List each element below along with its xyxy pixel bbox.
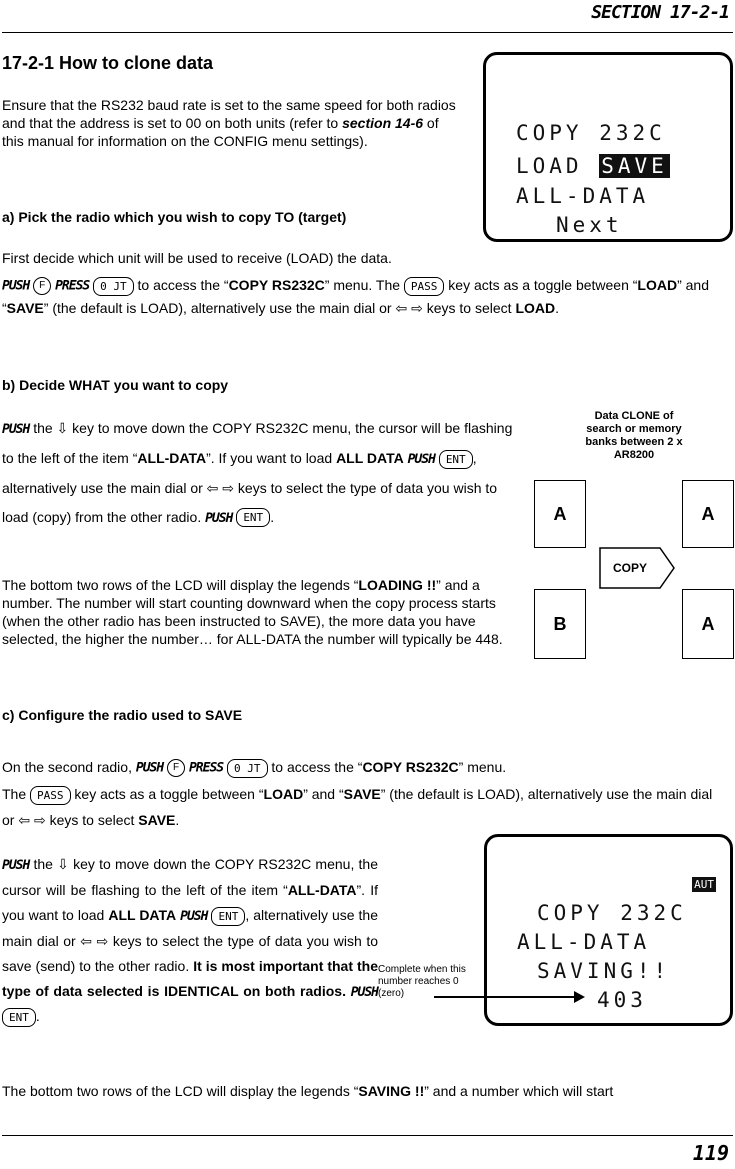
lcd2-line-3: SAVING!! — [537, 959, 671, 983]
diagram-caption: Data CLONE of search or memory banks between 2 x AR8200 — [585, 410, 683, 461]
pass-key: PASS — [30, 786, 71, 805]
press-key: PRESS — [55, 278, 90, 294]
push-key: PUSH — [205, 510, 233, 526]
f-key: F — [167, 759, 185, 777]
f-key: F — [33, 277, 51, 295]
ent-key: ENT — [211, 907, 245, 926]
lcd-line-3: ALL-DATA — [516, 184, 650, 208]
header-rule — [2, 32, 733, 33]
lcd-copy-screen — [483, 52, 733, 242]
lcd2-line-4: 403 — [597, 988, 647, 1012]
ent-key: ENT — [439, 450, 473, 469]
push-key: PUSH — [2, 857, 30, 873]
step-c-heading: c) Configure the radio used to SAVE — [2, 707, 243, 723]
lcd-line-1: COPY 232C — [516, 121, 666, 145]
page-title: 17-2-1 How to clone data — [2, 53, 214, 73]
step-a-heading: a) Pick the radio which you wish to copy TO (target) — [2, 209, 347, 225]
footer-rule — [2, 1135, 733, 1136]
clone-diagram — [534, 405, 734, 661]
push-key: PUSH — [2, 421, 30, 437]
intro-paragraph: Ensure that the RS232 baud rate is set to the same speed for both radios and that the address is set to 00 on both units (refer to section 14-6 of this manual for information on the CONFIG menu settings). — [2, 97, 456, 149]
radio-box-bottom-right: A — [682, 589, 734, 659]
radio-box-top-right: A — [682, 480, 734, 548]
section-link: section 14-6 — [342, 115, 424, 131]
press-key: PRESS — [188, 760, 224, 776]
out-key: 0 JT — [93, 277, 134, 296]
step-b-paragraph: PUSH the ⇩ key to move down the COPY RS232C menu, the cursor will be flashing to the left of the item “ALL-DATA”. If you want to load ALL DATA PUSH ENT , alternatively use the main dial or ⇦ ⇨ keys to select the type of data you wish to load (copy) from the other radio. PUSH ENT . — [2, 420, 513, 526]
lcd-line-4: Next — [556, 213, 623, 237]
push-key: PUSH — [135, 760, 164, 776]
step-b-heading: b) Decide WHAT you want to copy — [2, 377, 229, 393]
step-a-paragraph: PUSH F PRESS 0 JT to access the “COPY RS232C” menu. The PASS key acts as a toggle between “LOAD” and “SAVE” (the default is LOAD), alternatively use the main dial or ⇦ ⇨ keys to select LOAD. — [2, 277, 710, 317]
step-c-paragraph-2: PUSH the ⇩ key to move down the COPY RS232C menu, the cursor will be flashing to the left of the item “ALL-DATA”. If you want to load ALL DATA PUSH ENT , alternatively use the main dial or ⇦ ⇨ keys to select the type of data you wish to save (send) to the other radio. It is most important that the type of data selected is IDENTICAL on both radios. PUSH ENT . — [2, 852, 378, 1029]
radio-box-bottom-left: B — [534, 589, 586, 659]
step-a-line1: First decide which unit will be used to receive (LOAD) the data. — [2, 250, 392, 266]
step-c-paragraph: On the second radio, PUSH F PRESS 0 JT to access the “COPY RS232C” menu. The PASS key acts as a toggle between “LOAD” and “SAVE” (the default is LOAD), alternatively use the main dial or ⇦ ⇨ keys to select SAVE. — [2, 759, 713, 829]
lcd2-line-1: COPY 232C — [537, 901, 687, 925]
final-paragraph: The bottom two rows of the LCD will display the legends “SAVING !!” and a number which will start — [2, 1083, 614, 1099]
out-key: 0 JT — [227, 759, 268, 778]
pass-key: PASS — [404, 277, 445, 296]
lcd-save-highlight: SAVE — [601, 154, 668, 178]
push-key: PUSH — [407, 451, 435, 467]
ent-key: ENT — [2, 1008, 36, 1027]
push-key: PUSH — [180, 908, 208, 924]
step-b-paragraph-2: The bottom two rows of the LCD will display the legends “LOADING !!” and a number. The number will start counting downward when the copy process starts (when the other radio has been instructed to SAVE), the more data you have selected, the higher the number… for ALL-DATA the number will typically be 448. — [2, 577, 503, 647]
lcd2-line-2: ALL-DATA — [517, 930, 651, 954]
push-key: PUSH — [2, 278, 30, 294]
ent-key: ENT — [236, 508, 270, 527]
push-key: PUSH — [350, 984, 378, 1000]
lcd-line-2: LOAD SAVE — [516, 154, 668, 178]
note-arrow-icon — [434, 990, 586, 1004]
section-header: SECTION 17-2-1 — [591, 2, 729, 23]
radio-box-top-left: A — [534, 480, 586, 548]
complete-note: Complete when this number reaches 0 (zero) — [378, 964, 466, 999]
auto-badge: AUT — [694, 878, 714, 891]
copy-label: COPY — [612, 561, 647, 575]
page-number: 119 — [692, 1141, 729, 1165]
